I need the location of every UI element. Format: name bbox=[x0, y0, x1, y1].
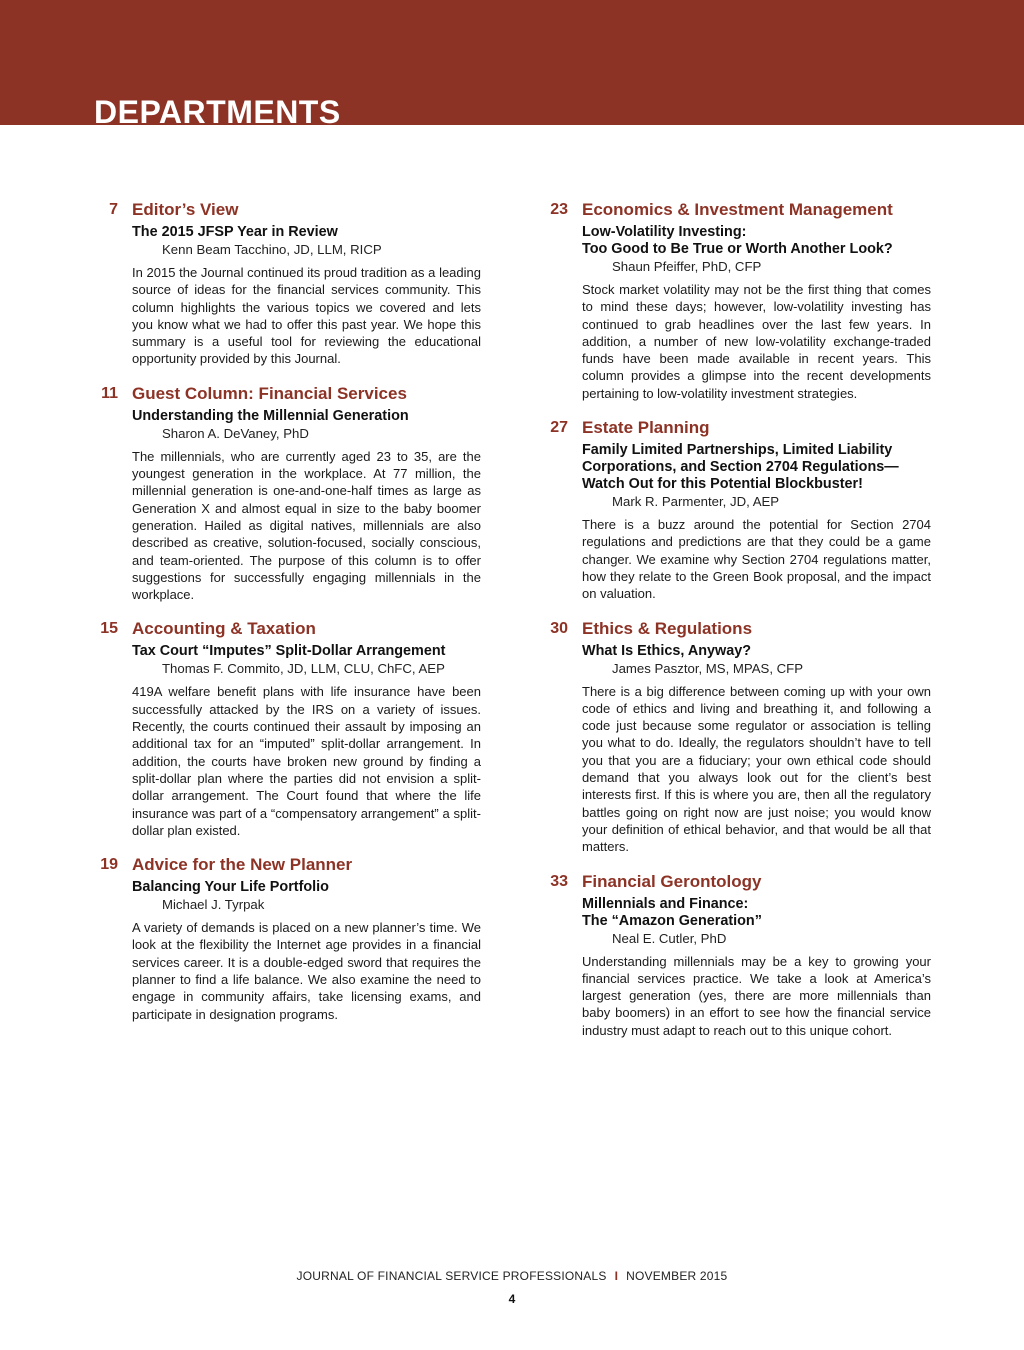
department-page-number[interactable]: 19 bbox=[100, 856, 118, 874]
article-summary: A variety of demands is placed on a new planner’s time. We look at the flexibility the Internet age provides in a financial services career. It is a double-edged sword that requires the planner to find a life balance. We also examine the need to engage in community affairs, take licensing exams, and participate in designation programs. bbox=[132, 920, 481, 1022]
article-summary: 419A welfare benefit plans with life insurance have been successfully attacked by the IRS on a variety of issues. Recently, the courts continued their assault by imposing an additional tax for an “imputed” split-dollar arrangement. In addition, the courts have broken new ground by finding a split-dollar plan where the parties did not envision a split-dollar arrangement. The Court found that where the life insurance was part of a “compensatory arrangement” a split-dollar plan existed. bbox=[132, 684, 481, 838]
department-heading[interactable]: Advice for the New Planner bbox=[132, 855, 353, 875]
department-heading[interactable]: Estate Planning bbox=[582, 418, 710, 438]
department-heading[interactable]: Guest Column: Financial Services bbox=[132, 383, 407, 403]
article-summary: In 2015 the Journal continued its proud tradition as a leading source of ideas for the financial services community. This column highlights the various topics we covered and lets you know what we had to offer this past year. We hope this summary is a useful tool for reviewing the educational opportunity provided by this Journal. bbox=[132, 265, 481, 367]
department-entry bbox=[540, 618, 931, 856]
article-author: Kenn Beam Tacchino, JD, LLM, RICP bbox=[162, 242, 382, 257]
department-page-number[interactable]: 33 bbox=[550, 872, 568, 890]
article-author: Mark R. Parmenter, JD, AEP bbox=[612, 494, 780, 510]
department-entry bbox=[90, 619, 481, 839]
article-author: Thomas F. Commito, JD, LLM, CLU, ChFC, AEP bbox=[162, 661, 445, 677]
article-author: Sharon A. DeVaney, PhD bbox=[162, 425, 309, 441]
article-summary: The millennials, who are currently aged 23 to 35, are the youngest generation in the workplace. At 77 million, the millennial generation is one-and-one-half times as large as Generation X and almost equal in size to the baby boomer generation. Hailed as digital natives, millennials are also described as creative, solution-focused, socially conscious, and team-oriented. The purpose of this column is to offer suggestions for successfully engaging millennials in the workplace. bbox=[132, 448, 481, 603]
article-author: James Pasztor, MS, MPAS, CFP bbox=[612, 660, 804, 676]
article-title[interactable]: Balancing Your Life Portfolio bbox=[132, 879, 329, 896]
page-title: DEPARTMENTS bbox=[94, 94, 341, 130]
article-title[interactable]: Low-Volatility Investing: Too Good to Be True or Worth Another Look? bbox=[582, 224, 893, 257]
article-title[interactable]: Understanding the Millennial Generation bbox=[132, 407, 409, 424]
page-number: 4 bbox=[508, 1292, 516, 1306]
department-page-number[interactable]: 11 bbox=[101, 384, 118, 402]
article-summary: There is a big difference between coming up with your own code of ethics and living and breathing it, and following a code just because some regulator or association is telling you what to do. Ideally, the regulators shouldn’t have to tell you that you are a fiduciary; your own ethical code should demand that you always look out for the client’s best interests first. If this is where you are, then all the regulatory battles going on right now are just noise; you would know your definition of ethical behavior, and that would be all that matters. bbox=[582, 683, 931, 855]
department-page-number[interactable]: 30 bbox=[550, 619, 568, 637]
footer-journal-name: JOURNAL OF FINANCIAL SERVICE PROFESSIONALS bbox=[296, 1269, 607, 1283]
department-heading[interactable]: Financial Gerontology bbox=[582, 871, 762, 891]
department-entry bbox=[90, 855, 481, 1023]
right-column bbox=[540, 200, 931, 1039]
article-title[interactable]: Millennials and Finance: The “Amazon Generation” bbox=[582, 895, 762, 929]
article-author: Michael J. Tyrpak bbox=[162, 897, 265, 913]
article-summary: Understanding millennials may be a key to growing your financial services practice. We take a look at America’s largest generation (yes, there are more millennials than baby boomers) in an effort to see how the financial service industry must adapt to reach out to this unique cohort. bbox=[582, 953, 931, 1038]
department-page-number[interactable]: 7 bbox=[109, 201, 118, 218]
article-title[interactable]: Tax Court “Imputes” Split-Dollar Arrangement bbox=[132, 643, 446, 660]
department-page-number[interactable]: 15 bbox=[100, 620, 118, 638]
department-page-number[interactable]: 23 bbox=[550, 201, 568, 218]
article-title[interactable]: Family Limited Partnerships, Limited Liability Corporations, and Section 2704 Regulations—Watch Out for this Potential Blockbuster! bbox=[582, 442, 899, 493]
footer-issue-date: NOVEMBER 2015 bbox=[626, 1269, 728, 1283]
department-heading[interactable]: Accounting & Taxation bbox=[132, 619, 316, 639]
department-entry bbox=[90, 200, 481, 368]
article-summary: There is a buzz around the potential for Section 2704 regulations and predictions are that they could be a game changer. We examine why Section 2704 regulations matter, how they relate to the Green Book proposal, and the impact on valuation. bbox=[582, 517, 931, 602]
department-heading[interactable]: Editor’s View bbox=[132, 200, 239, 219]
article-author: Neal E. Cutler, PhD bbox=[612, 930, 727, 946]
department-page-number[interactable]: 27 bbox=[550, 419, 568, 437]
article-title[interactable]: What Is Ethics, Anyway? bbox=[582, 642, 751, 659]
department-entry bbox=[540, 200, 931, 402]
article-title[interactable]: The 2015 JFSP Year in Review bbox=[132, 224, 338, 240]
left-column bbox=[90, 200, 481, 1023]
article-summary: Stock market volatility may not be the first thing that comes to mind these days; however, low-volatility investing has continued to grab headlines over the last few years. In addition, a number of new low-volatility exchange-traded funds have been made available in recent years. This column provides a glimpse into the recent developments pertaining to low-volatility investment strategies. bbox=[582, 282, 931, 401]
department-entry bbox=[540, 871, 931, 1039]
article-author: Shaun Pfeiffer, PhD, CFP bbox=[612, 259, 762, 274]
department-heading[interactable]: Economics & Investment Management bbox=[582, 200, 893, 219]
footer-running-head bbox=[0, 1269, 1024, 1283]
department-heading[interactable]: Ethics & Regulations bbox=[582, 618, 753, 638]
department-entry bbox=[540, 418, 931, 602]
department-entry bbox=[90, 383, 481, 604]
footer-separator: I bbox=[614, 1269, 619, 1283]
